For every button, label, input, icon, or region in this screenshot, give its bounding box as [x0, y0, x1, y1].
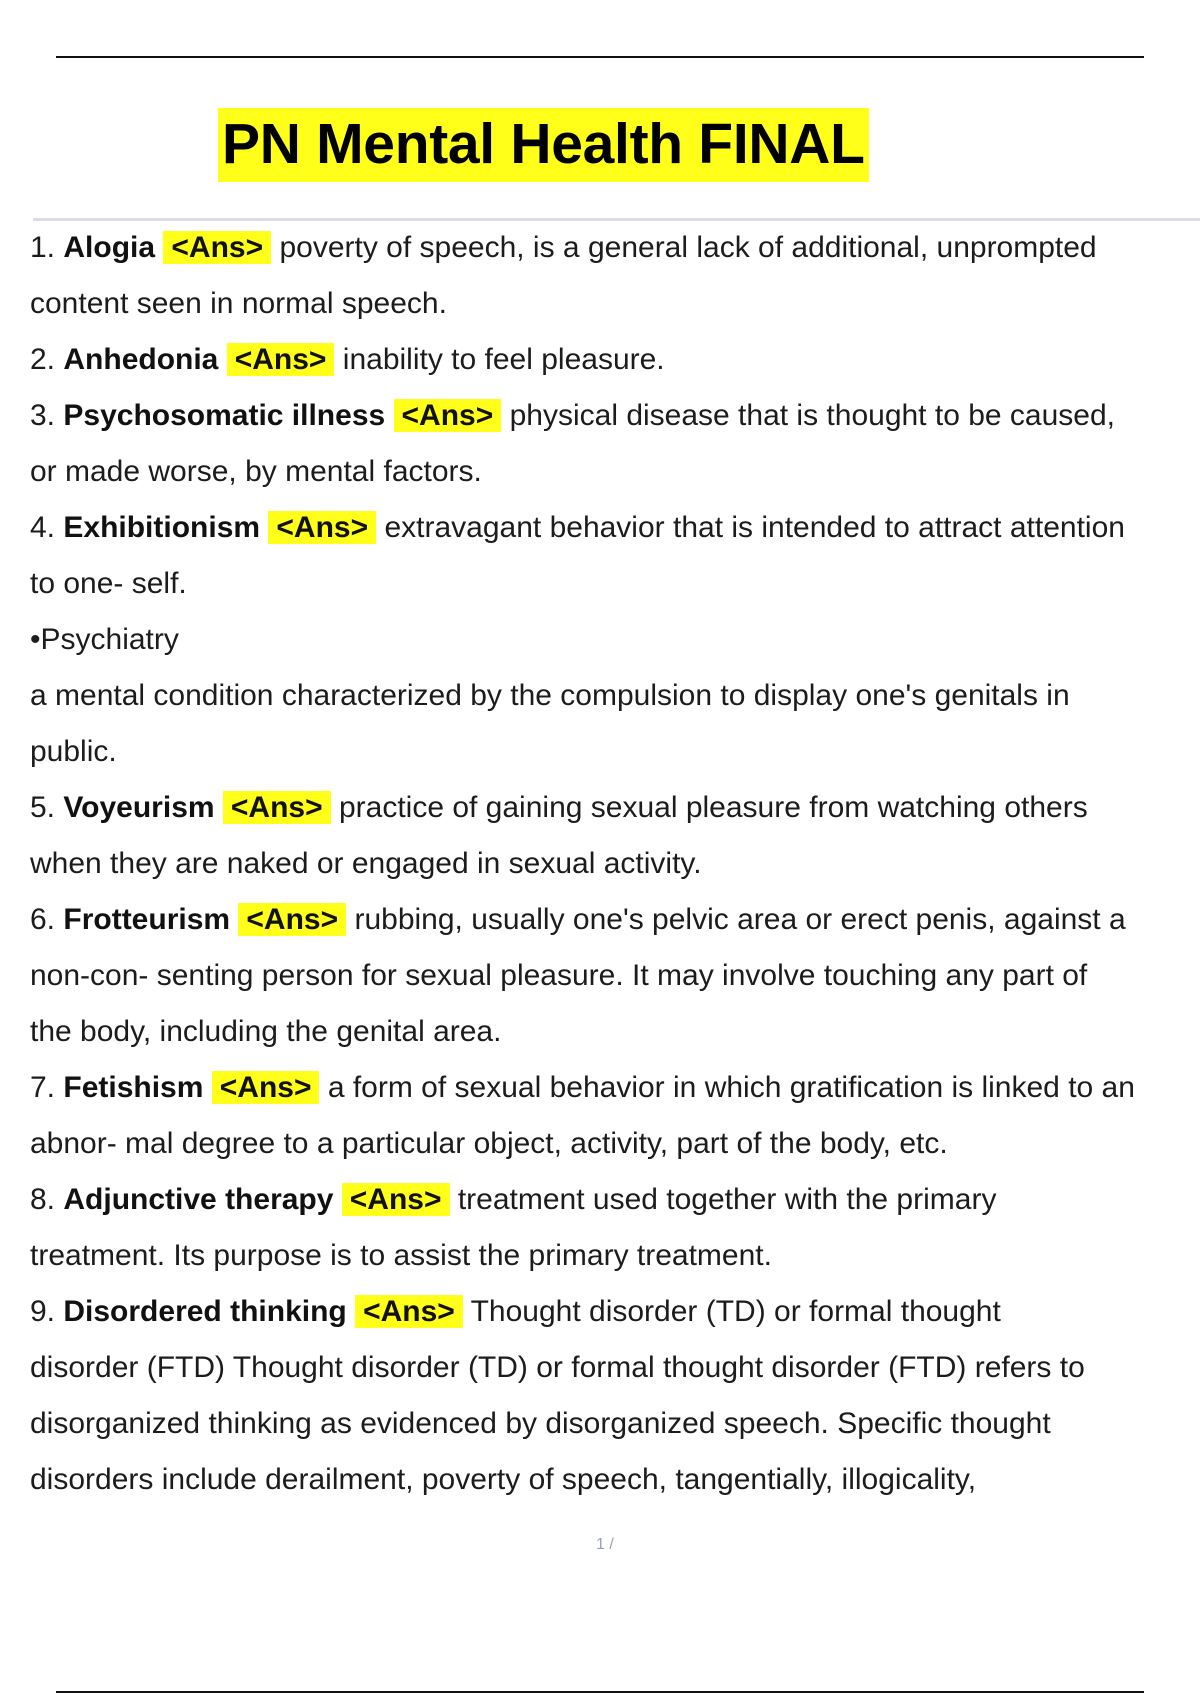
qa-entry-first-line [30, 780, 1198, 836]
answer-marker: <Ans> [268, 511, 376, 544]
definition-text: Thought disorder (TD) or formal thought [470, 1295, 1001, 1328]
definition-text: a form of sexual behavior in which gratification is linked to an [327, 1071, 1135, 1104]
definition-continuation: abnor- mal degree to a particular object, activity, part of the body, etc. [30, 1127, 948, 1160]
answer-marker: <Ans> [163, 231, 271, 264]
definition-continuation: non-con- senting person for sexual pleasure. It may involve touching any part of [30, 959, 1088, 992]
term: Frotteurism [63, 903, 231, 936]
answer-marker: <Ans> [212, 1071, 320, 1104]
qa-entry [30, 780, 1198, 892]
answer-marker: <Ans> [394, 399, 502, 432]
qa-entry [30, 892, 1198, 1060]
definition-text: rubbing, usually one's pelvic area or erect penis, against a [354, 903, 1126, 936]
term: Voyeurism [63, 791, 215, 824]
item-number: 9. [30, 1295, 56, 1328]
definition-text: physical disease that is thought to be caused, [509, 399, 1115, 432]
qa-entry-first-line [30, 892, 1198, 948]
document-body [30, 220, 1198, 1508]
item-number: 4. [30, 511, 56, 544]
definition-continuation: •Psychiatry [30, 623, 179, 656]
definition-continuation: disorder (FTD) Thought disorder (TD) or formal thought disorder (FTD) refers to [30, 1351, 1085, 1384]
definition-text: treatment used together with the primary [457, 1183, 997, 1216]
definition-continuation: to one- self. [30, 567, 187, 600]
item-number: 3. [30, 399, 56, 432]
answer-marker: <Ans> [238, 903, 346, 936]
term: Fetishism [63, 1071, 204, 1104]
answer-marker: <Ans> [355, 1295, 463, 1328]
document-title: PN Mental Health FINAL [218, 108, 869, 182]
definition-continuation: content seen in normal speech. [30, 287, 447, 320]
item-number: 8. [30, 1183, 56, 1216]
qa-entry [30, 220, 1198, 332]
answer-marker: <Ans> [227, 343, 335, 376]
top-rule [56, 56, 1144, 58]
term: Alogia [63, 231, 156, 264]
definition-continuation: when they are naked or engaged in sexual activity. [30, 847, 702, 880]
definition-continuation: disorganized thinking as evidenced by disorganized speech. Specific thought [30, 1407, 1051, 1440]
item-number: 5. [30, 791, 56, 824]
definition-text: extravagant behavior that is intended to attract attention [384, 511, 1125, 544]
qa-entry-first-line [30, 388, 1198, 444]
term: Exhibitionism [63, 511, 261, 544]
qa-entry [30, 1172, 1198, 1284]
page-number: 1 / [596, 1536, 614, 1553]
definition-continuation: treatment. Its purpose is to assist the primary treatment. [30, 1239, 772, 1272]
qa-entry-first-line [30, 220, 1198, 276]
qa-entry [30, 332, 1198, 388]
qa-entry-first-line [30, 332, 1198, 388]
qa-entry-first-line [30, 1060, 1198, 1116]
definition-continuation: disorders include derailment, poverty of speech, tangentially, illogicality, [30, 1463, 977, 1496]
qa-entry [30, 1060, 1198, 1172]
definition-continuation: or made worse, by mental factors. [30, 455, 482, 488]
qa-entry-first-line [30, 1172, 1198, 1228]
term: Adjunctive therapy [63, 1183, 334, 1216]
qa-entry [30, 1284, 1198, 1508]
item-number: 1. [30, 231, 56, 264]
item-number: 6. [30, 903, 56, 936]
title-block [218, 108, 869, 182]
bottom-rule [56, 1691, 1144, 1693]
definition-continuation: a mental condition characterized by the compulsion to display one's genitals in [30, 679, 1070, 712]
term: Disordered thinking [63, 1295, 347, 1328]
definition-continuation: public. [30, 735, 117, 768]
term: Psychosomatic illness [63, 399, 386, 432]
qa-entry [30, 500, 1198, 780]
definition-text: poverty of speech, is a general lack of additional, unprompted [279, 231, 1097, 264]
definition-text: inability to feel pleasure. [342, 343, 665, 376]
answer-marker: <Ans> [342, 1183, 450, 1216]
definition-text: practice of gaining sexual pleasure from watching others [338, 791, 1088, 824]
qa-entry-first-line [30, 500, 1198, 556]
item-number: 2. [30, 343, 56, 376]
qa-entry [30, 388, 1198, 500]
definition-continuation: the body, including the genital area. [30, 1015, 502, 1048]
term: Anhedonia [63, 343, 219, 376]
answer-marker: <Ans> [223, 791, 331, 824]
qa-entry-first-line [30, 1284, 1198, 1340]
item-number: 7. [30, 1071, 56, 1104]
